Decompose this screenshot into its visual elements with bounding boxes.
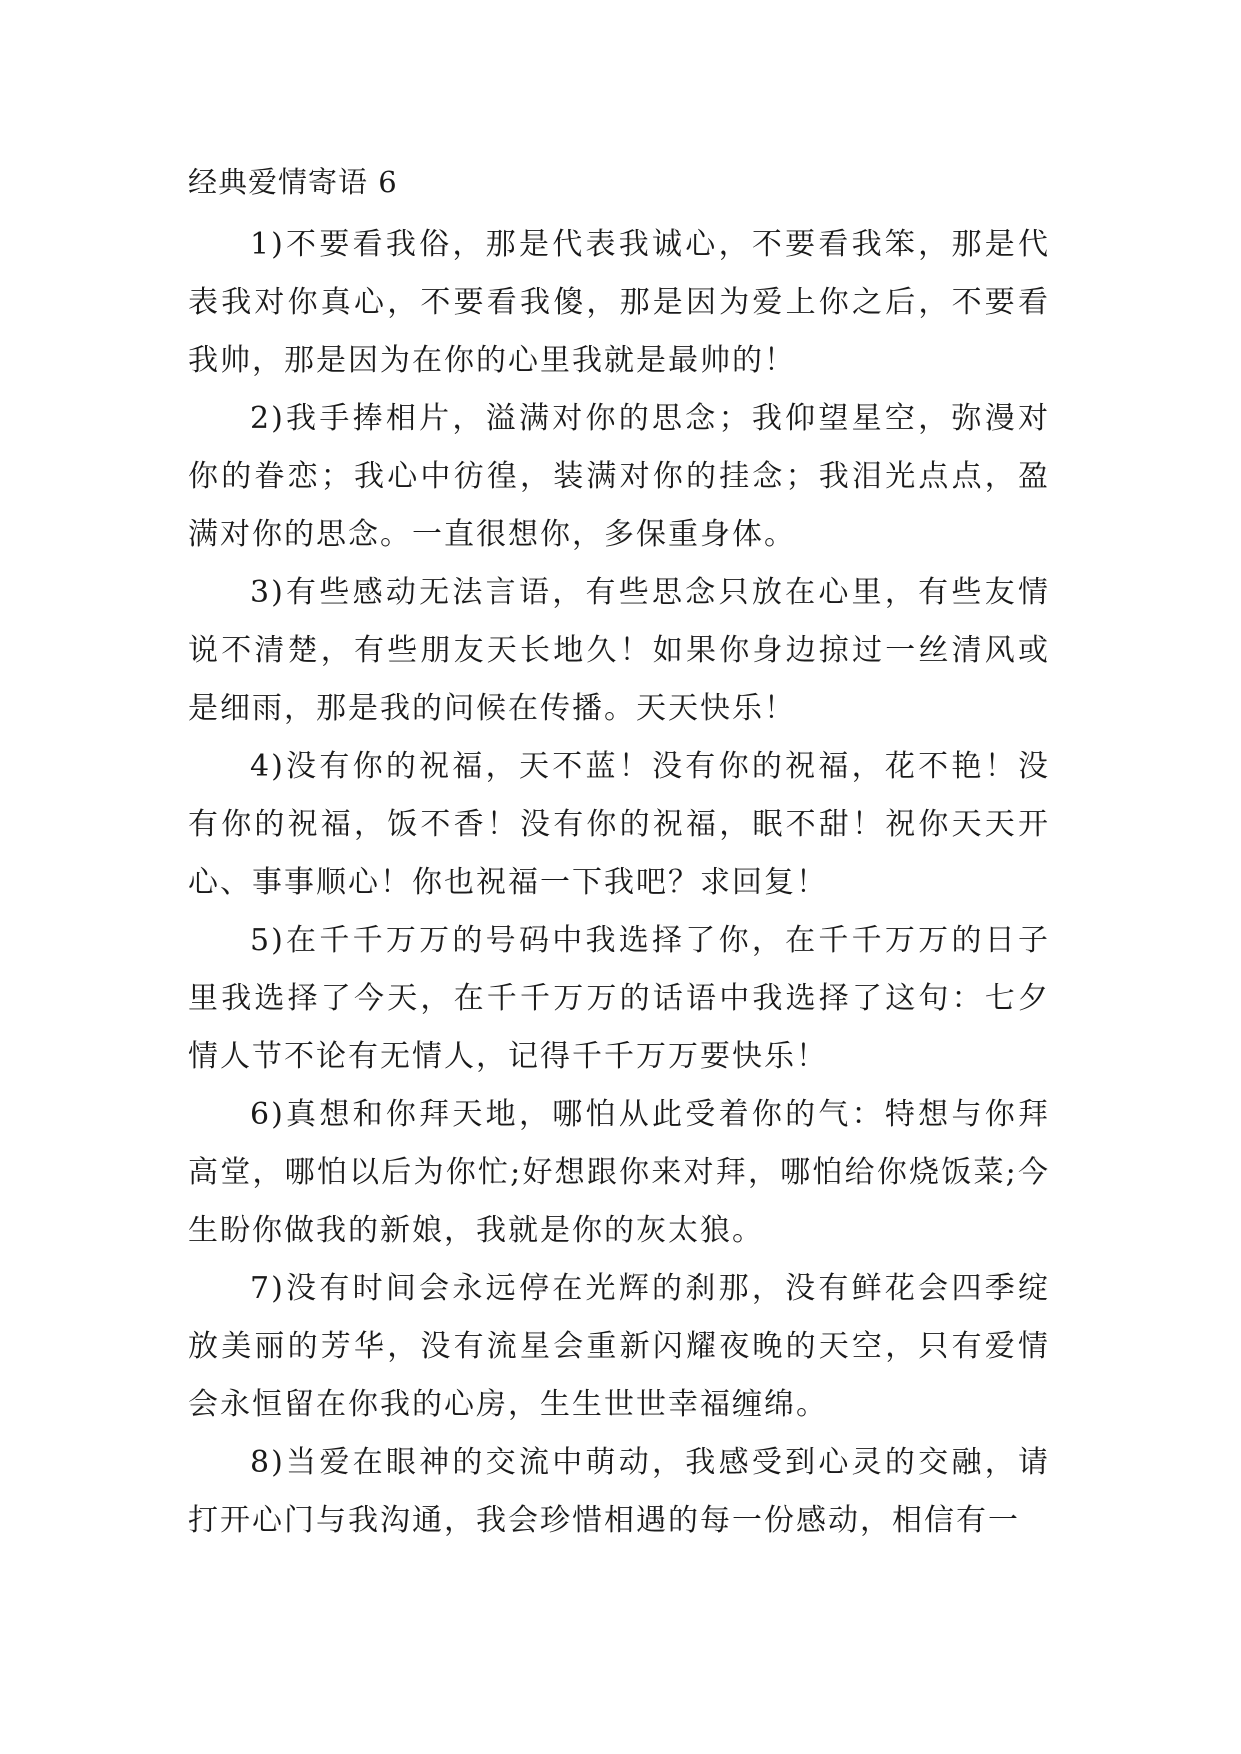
paragraph-4: 4)没有你的祝福，天不蓝！没有你的祝福，花不艳！没有你的祝福，饭不香！没有你的祝福，眠不甜！祝你天天开心、事事顺心！你也祝福一下我吧？求回复！ xyxy=(188,749,1050,900)
document-title: 经典爱情寄语 6 xyxy=(188,165,398,199)
paragraph-1: 1)不要看我俗，那是代表我诚心，不要看我笨，那是代表我对你真心，不要看我傻，那是因为爱上你之后，不要看我帅，那是因为在你的心里我就是最帅的！ xyxy=(188,227,1050,378)
paragraph-5: 5)在千千万万的号码中我选择了你，在千千万万的日子里我选择了今天，在千千万万的话语中我选择了这句：七夕情人节不论有无情人，记得千千万万要快乐！ xyxy=(188,923,1050,1074)
paragraph-3: 3)有些感动无法言语，有些思念只放在心里，有些友情说不清楚，有些朋友天长地久！如果你身边掠过一丝清风或是细雨，那是我的问候在传播。天天快乐！ xyxy=(188,575,1050,726)
paragraph-8: 8)当爱在眼神的交流中萌动，我感受到心灵的交融，请打开心门与我沟通，我会珍惜相遇的每一份感动，相信有一 xyxy=(188,1445,1050,1538)
paragraph-6: 6)真想和你拜天地，哪怕从此受着你的气：特想与你拜高堂，哪怕以后为你忙;好想跟你来对拜，哪怕给你烧饭菜;今生盼你做我的新娘，我就是你的灰太狼。 xyxy=(188,1097,1050,1248)
document-body xyxy=(188,160,1050,1550)
paragraph-2: 2)我手捧相片，溢满对你的思念；我仰望星空，弥漫对你的眷恋；我心中彷徨，装满对你的挂念；我泪光点点，盈满对你的思念。一直很想你，多保重身体。 xyxy=(188,401,1050,552)
paragraph-7: 7)没有时间会永远停在光辉的刹那，没有鲜花会四季绽放美丽的芳华，没有流星会重新闪耀夜晚的天空，只有爱情会永恒留在你我的心房，生生世世幸福缠绵。 xyxy=(188,1271,1050,1422)
